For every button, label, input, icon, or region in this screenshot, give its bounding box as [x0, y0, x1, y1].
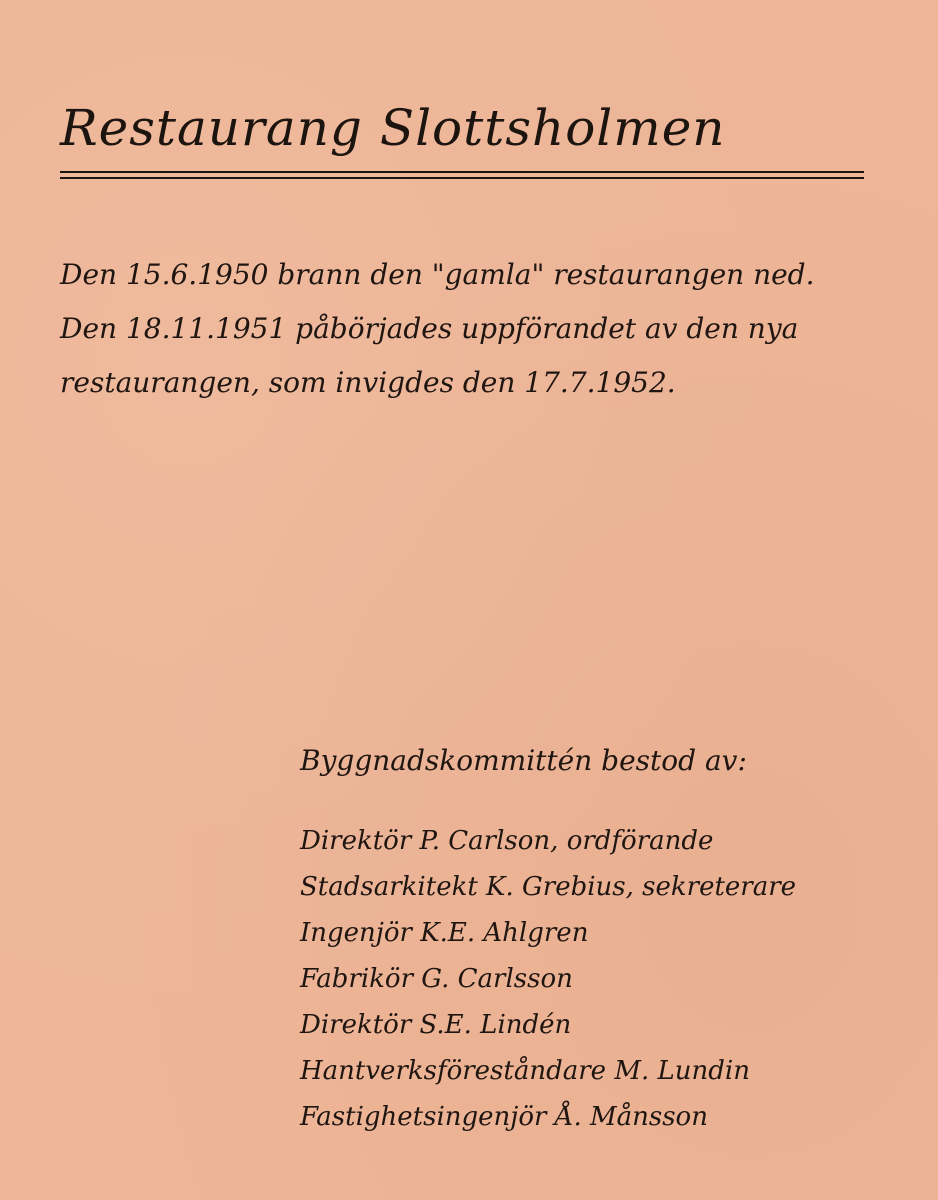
document-title: Restaurang Slottsholmen	[60, 99, 726, 157]
committee-section	[300, 734, 920, 1140]
intro-line: Den 15.6.1950 brann den "gamla" restaurangen ned.	[60, 258, 815, 291]
intro-line: restaurangen, som invigdes den 17.7.1952.	[60, 366, 676, 399]
intro-line: Den 18.11.1951 påbörjades uppförandet av den nya	[60, 312, 799, 345]
committee-member: Direktör P. Carlson, ordförande	[300, 826, 714, 856]
committee-member: Ingenjör K.E. Ahlgren	[300, 918, 589, 948]
title-underline-upper	[60, 171, 864, 173]
committee-member: Direktör S.E. Lindén	[300, 1010, 572, 1040]
title-underline-lower	[60, 177, 864, 179]
committee-member: Fastighetsingenjör Å. Månsson	[300, 1102, 708, 1132]
committee-heading: Byggnadskommittén bestod av:	[300, 744, 747, 777]
committee-member: Hantverksföreståndare M. Lundin	[300, 1056, 750, 1086]
committee-member: Fabrikör G. Carlsson	[300, 964, 573, 994]
intro-paragraph	[60, 248, 920, 410]
committee-member: Stadsarkitekt K. Grebius, sekreterare	[300, 872, 797, 902]
